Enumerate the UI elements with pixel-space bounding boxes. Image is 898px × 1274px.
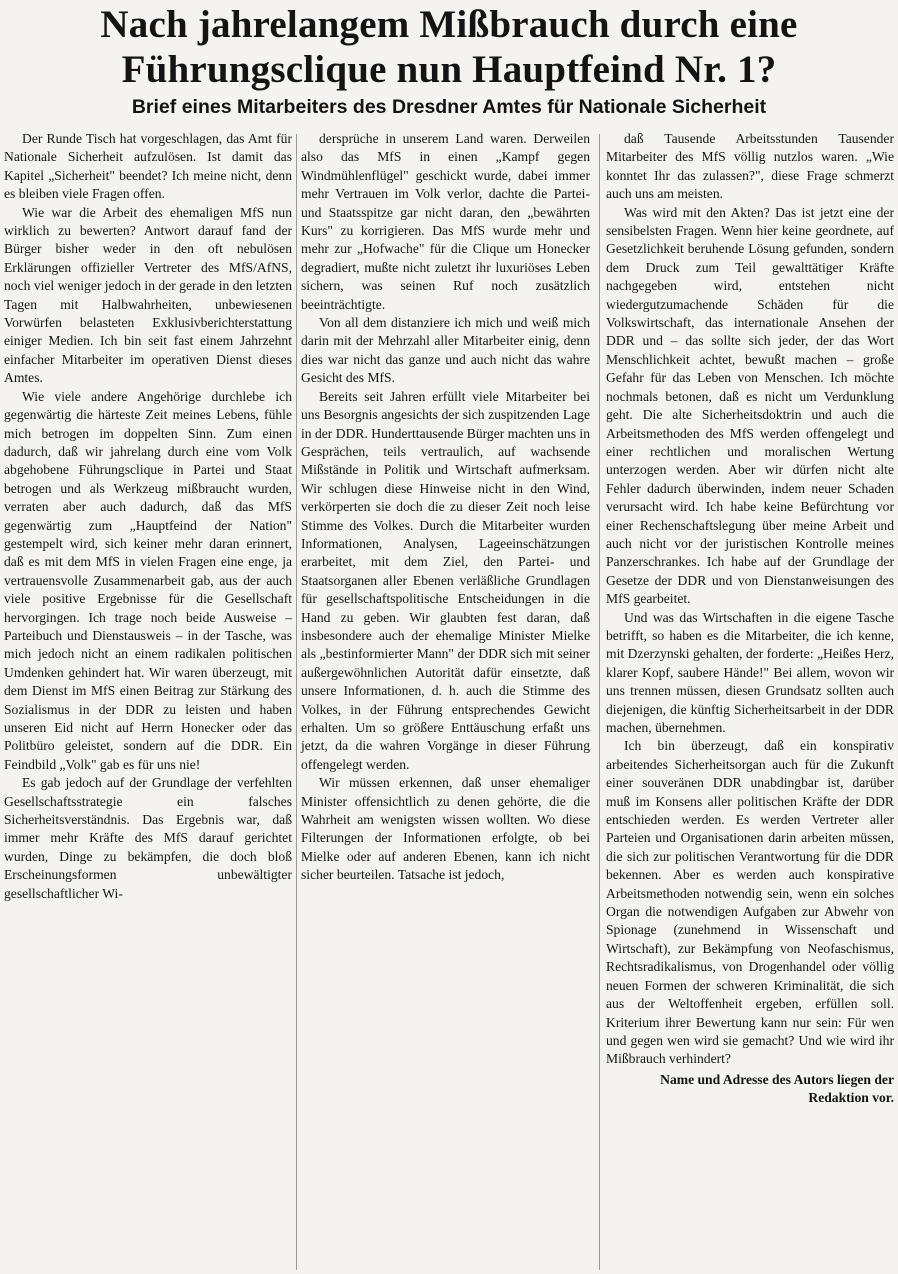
headline-line-2: Führungsclique nun Hauptfeind Nr. 1? [121, 48, 777, 91]
paragraph: daß Tausende Arbeitsstunden Tausender Mitarbeiter des MfS völlig nutzlos waren. „Wie konntet Ihr das zulassen?", diese Frage schmerzt auch uns am meisten. [606, 131, 894, 202]
paragraph: dersprüche in unserem Land waren. Derweilen also das MfS in einen „Kampf gegen Windmühlenflügel" geschickt wurde, dabei immer mehr Vertrauen im Volk verlor, dachte die Partei- und Staatsspitze gar nicht daran, den „bewährten Kurs" zu korrigieren. Das MfS wurde mehr und mehr zur „Hofwache" für die Clique um Honecker degradiert, mußte nicht zuletzt ihr luxuriöses Leben sichern, was seinen Ruf noch zusätzlich beeinträchtigte. [301, 131, 590, 312]
paragraph: Bereits seit Jahren erfüllt viele Mitarbeiter bei uns Besorgnis angesichts der sich zuspitzenden Lage in der DDR. Hunderttausende Bürger machten uns in Gesprächen, teils vertraulich, auf wachsende Mißstände in Politik und Wirtschaft aufmerksam. Wir schlugen diese Hinweise nicht in den Wind, verkörperten sie doch die zu dieser Zeit noch leise Stimme des Volkes. Durch die Mitarbeiter wurden Informationen, Analysen, Lageeinschätzungen erarbeitet, mit dem Ziel, den Partei- und Staatsorganen aller Ebenen verläßliche Grundlagen für gesellschaftspolitische Entscheidungen in die Hand zu geben. Wir glaubten fest daran, daß insbesondere auch der ehemalige Minister Mielke als „bestinformierter Mann" der DDR sich mit seiner außergewöhnlichen Autorität dafür einsetzte, daß unsere Informationen, d. h. auch die Stimme des Volkes, in der Führung entsprechendes Gewicht erhalten. Um so größere Enttäuschung erfaßt uns jetzt, da die wahren Vorgänge in dieser Führung offengelegt werden. [301, 388, 590, 772]
headline [10, 2, 888, 92]
author-note: Name und Adresse des Autors liegen der Redaktion vor. [660, 1071, 894, 1106]
paragraph: Ich bin überzeugt, daß ein konspirativ arbeitendes Sicherheitsorgan auch für die Zukunft einer souveränen DDR unabdingbar ist, darüber muß im Konsens aller politischen Kräfte der DDR entschieden werden. Es werden Vertreter aller Parteien und Organisationen darin arbeiten müssen, die sich zur politischen Verantwortung für die DDR bekennen. Aber es werden auch konspirative Arbeitsmethoden notwendig sein, wenn ein solches Organ die notwendigen Aufgaben zur Abwehr von Spionage (zunehmend in Wissenschaft und Wirtschaft), zur Bekämpfung von Neofaschismus, Rechtsradikalismus, von Drogenhandel oder völlig neuen Formen der schweren Kriminalität, die sich aus der Weltoffenheit ergeben, erfüllen soll. Kriterium ihrer Bewertung kann nur sein: Für wen und gegen wen wird sie gemacht? Und wie wird ihr Mißbrauch verhindert? [606, 738, 894, 1067]
paragraph: Wie war die Arbeit des ehemaligen MfS nun wirklich zu bewerten? Antwort darauf fand der Bürger bisher weder in den oft nebulösen Erklärungen offizieller Vertreter des MfS/AfNS, noch viel weniger jedoch in der gerade in den letzten Tagen mit Halbwahrheiten, unbewiesenen Vorwürfen belasteten Exklusivberichterstattung einiger Medien. Ich bin seit fast einem Jahrzehnt einfacher Mitarbeiter im operativen Dienst dieses Amtes. [4, 204, 292, 386]
paragraph: Wir müssen erkennen, daß unser ehemaliger Minister offensichtlich zu denen gehörte, die die Wahrheit am wenigsten wissen wollten. Wo diese Filterungen der Informationen erfolgte, ob bei Mielke oder auf anderen Ebenen, kann ich nicht sicher beurteilen. Tatsache ist jedoch, [301, 775, 590, 883]
paragraph: Es gab jedoch auf der Grundlage der verfehlten Gesellschaftsstrategie ein falsches Sicherheitsverständnis. Das Ergebnis war, daß immer mehr Kräfte des MfS darauf gerichtet wurden, Dinge zu bekämpfen, die doch bloß Erscheinungsformen unbewältigter gesellschaftlicher Wi- [4, 775, 292, 901]
paragraph: Wie viele andere Angehörige durchlebe ich gegenwärtig die härteste Zeit meines Lebens, fühle mich betrogen im doppelten Sinn. Zum einen dadurch, daß wir jahrelang durch eine vom Volk abgehobene Führungsclique in Partei und Staat betrogen und als Werkzeug mißbraucht wurden, verraten aber auch dadurch, daß das MfS gegenwärtig zum „Hauptfeind der Nation" gestempelt wird, sich keiner mehr daran erinnert, daß es mit dem MfS in vielen Fragen eine enge, ja vertrauensvolle Zusammenarbeit gab, aus der auch viele positive Ergebnisse für die Gesellschaft hervorgingen. Ich trage noch beide Ausweise – Parteibuch und Dienstausweis – in der Tasche, was mich jedoch nicht an einem radikalen politischen Umdenken gehindert hat. Wir waren überzeugt, mit dem Dienst im MfS einen Beitrag zur Stärkung des Sozialismus in der DDR zu leisten und haben unseren Eid nicht auf Herrn Honecker oder das Politbüro geleistet, sondern auf die DDR. Ein Feindbild „Volk" gab es für uns nie! [4, 388, 292, 772]
column-divider [296, 134, 297, 1270]
paragraph: Was wird mit den Akten? Das ist jetzt eine der sensibelsten Fragen. Wenn hier keine geordnete, auf Gesetzlichkeit beruhende Lösung gefunden, sondern dem Druck zum Teil gewalttätiger Kräfte nachgegeben wird, entstehen nicht wiedergutzumachende Schäden für die Volkswirtschaft, das internationale Ansehen der DDR und – das sollte sich jeder, der das Wort Menschlichkeit achtet, bewußt machen – große Gefahr für das Leben von Menschen. Ich möchte nochmals betonen, daß es nicht um Verdunklung geht. Die alte Sicherheitsdoktrin und auch die Arbeitsmethoden des MfS werden offengelegt und einer rechtlichen und moralischen Wertung unterzogen werden. Aber wir dürfen nicht alte Fehler dadurch überwinden, indem neuer Schaden verursacht wird. Ich habe keine Befürchtung vor einer Rechenschaftslegung über meine Arbeit und auch nicht vor der juristischen Kontrolle meines Panzerschrankes. Ich habe auf der Grundlage der Gesetze der DDR und von Dienstanweisungen des MfS gearbeitet. [606, 204, 894, 607]
article-column-3 [606, 130, 894, 1108]
paragraph: Der Runde Tisch hat vorgeschlagen, das Amt für Nationale Sicherheit aufzulösen. Ist damit das Kapitel „Sicherheit" beendet? Ich meine nicht, denn es bleiben viele Fragen offen. [4, 131, 292, 202]
subheadline: Brief eines Mitarbeiters des Dresdner Amtes für Nationale Sicherheit [131, 96, 767, 118]
article-column-2 [301, 130, 590, 885]
headline-line-1: Nach jahrelangem Mißbrauch durch eine [100, 3, 798, 46]
column-divider [599, 134, 600, 1270]
paragraph: Von all dem distanziere ich mich und weiß mich darin mit der Mehrzahl aller Mitarbeiter einig, denn dies war nicht das ganze und auch nicht das wahre Gesicht des MfS. [301, 315, 590, 386]
article-column-1 [4, 130, 292, 903]
paragraph: Und was das Wirtschaften in die eigene Tasche betrifft, so haben es die Mitarbeiter, die ich kenne, mit Dzerzynski gehalten, der forderte: „Heißes Herz, klarer Kopf, saubere Hände!" Bei allem, wovon wir uns trennen müssen, diesen Grundsatz sollten auch diejenigen, die künftig Sicherheitsarbeit in der DDR machen, übernehmen. [606, 609, 894, 735]
